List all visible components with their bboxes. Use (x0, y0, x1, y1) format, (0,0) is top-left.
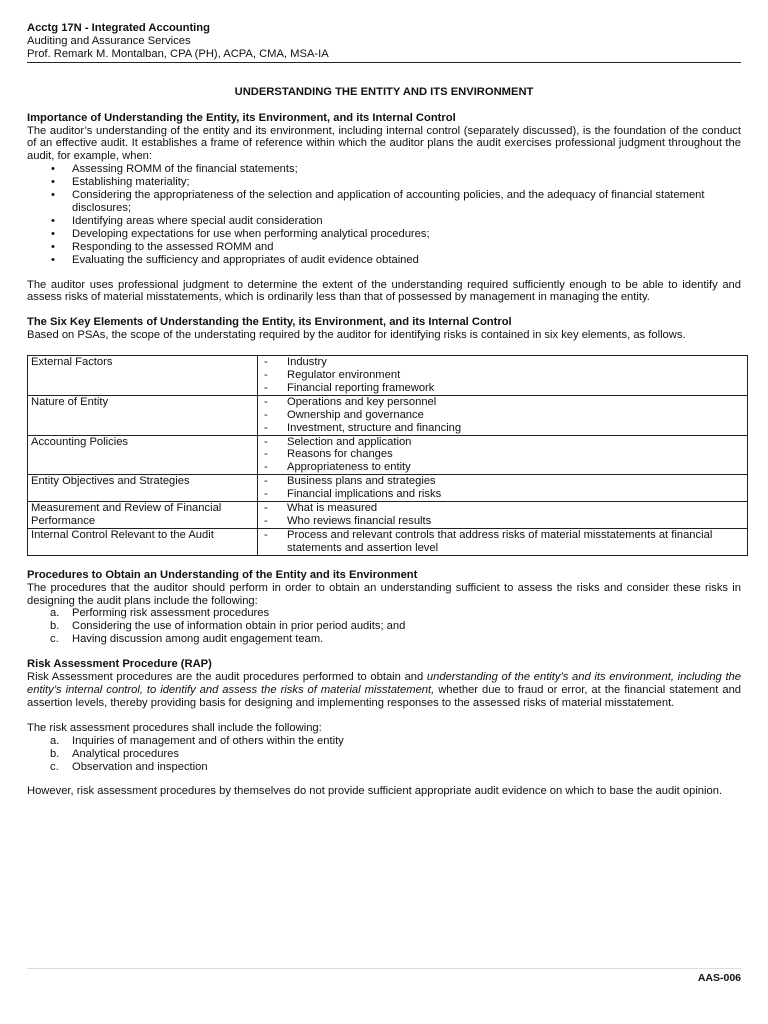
dash-marker: - (264, 528, 268, 541)
dash-marker: - (264, 356, 268, 369)
rap-intro-italic: understanding of the entity’s and its environment, including the entity’s internal control, to identify and assess the risks of material misstatement, (27, 671, 741, 696)
detail-text: Industry (287, 356, 327, 369)
detail-line (261, 422, 744, 435)
detail-text: Investment, structure and financing (287, 421, 462, 434)
table-row (28, 356, 748, 396)
element-name-cell: Entity Objectives and Strategies (28, 475, 258, 502)
footer-rule (27, 968, 741, 969)
list-item-text: Observation and inspection (72, 760, 208, 773)
list-item (50, 734, 741, 748)
detail-text: Financial reporting framework (287, 381, 435, 394)
dash-marker: - (264, 488, 268, 501)
element-name-cell: Nature of Entity (28, 395, 258, 435)
list-item: • Identifying areas where special audit consideration (72, 215, 741, 228)
document-title: UNDERSTANDING THE ENTITY AND ITS ENVIRONMENT (234, 85, 534, 98)
dash-marker: - (264, 421, 268, 434)
detail-text: What is measured (287, 502, 378, 515)
detail-text: Selection and application (287, 435, 412, 448)
list-item: • Developing expectations for use when performing analytical procedures; (72, 228, 741, 241)
rap-intro-tail: whether due to fraud or error, at the financial statement and assertion levels, thereby providing basis for designing and implementing responses to the assessed risks of material misstatement. (27, 683, 742, 709)
detail-line (261, 356, 744, 369)
rap-list (27, 735, 741, 774)
detail-text: Business plans and strategies (287, 475, 436, 488)
detail-line (261, 409, 744, 422)
list-item: • Evaluating the sufficiency and appropriates of audit evidence obtained (72, 254, 741, 267)
page-code: AAS-006 (697, 972, 741, 984)
spacer (27, 710, 741, 722)
detail-text: Process and relevant controls that address risks of material misstatements at financial statements and assertion level (287, 528, 713, 554)
section-rap-heading: Risk Assessment Procedure (RAP) (27, 658, 212, 671)
detail-line (261, 475, 744, 488)
detail-line (261, 396, 744, 409)
section-procedures-heading: Procedures to Obtain an Understanding of the Entity and its Environment (27, 568, 418, 581)
element-name-cell: Measurement and Review of Financial Performance (28, 502, 258, 529)
list-marker: c. (50, 760, 59, 773)
list-item (50, 607, 741, 620)
professor-name: Prof. Remark M. Montalban, CPA (PH), ACPA, CMA, MSA-IA (27, 47, 329, 60)
section-six-elements-heading: The Six Key Elements of Understanding the Entity, its Environment, and its Internal Control (27, 316, 512, 329)
detail-text: Financial implications and risks (287, 488, 442, 501)
element-details-cell (258, 528, 748, 555)
list-item (50, 633, 741, 646)
table-row (28, 502, 748, 529)
detail-text: Appropriateness to entity (287, 461, 411, 474)
list-item-text: Analytical procedures (72, 747, 179, 760)
dash-marker: - (264, 502, 268, 515)
detail-line (261, 436, 744, 449)
document-page (27, 22, 741, 798)
element-details-cell (258, 475, 748, 502)
section-six-elements-intro: Based on PSAs, the scope of the understating required by the auditor for identifying risks is contained in six key elements, as follows. (27, 329, 686, 342)
list-item-text: Inquiries of management and of others within the entity (72, 734, 344, 747)
dash-marker: - (264, 381, 268, 394)
table-row (28, 395, 748, 435)
list-item: • Responding to the assessed ROMM and (72, 241, 741, 254)
detail-line (261, 448, 744, 461)
dash-marker: - (264, 395, 268, 408)
dash-marker: - (264, 461, 268, 474)
list-item (50, 620, 741, 633)
spacer (27, 304, 741, 316)
element-details-cell (258, 502, 748, 529)
list-item-text: Having discussion among audit engagement team. (72, 633, 324, 646)
dash-marker: - (264, 448, 268, 461)
list-item-text: Considering the use of information obtain in prior period audits; and (72, 620, 406, 633)
section-rap-intro (27, 671, 741, 710)
element-details-cell (258, 435, 748, 475)
list-item (50, 747, 741, 761)
detail-line (261, 488, 744, 501)
list-item: • Considering the appropriateness of the selection and application of accounting policies, and the adequacy of financial statement disclosures; (72, 189, 741, 215)
list-item: • Assessing ROMM of the financial statements; (72, 163, 741, 176)
dash-marker: - (264, 515, 268, 527)
detail-text: Operations and key personnel (287, 395, 437, 408)
section-importance-heading: Importance of Understanding the Entity, its Environment, and its Internal Control (27, 111, 456, 124)
section-procedures-intro: The procedures that the auditor should perform in order to obtain an understanding sufficient to assess the risks and consider these risks in designing the audit plans include the following: (27, 581, 741, 607)
table-row (28, 528, 748, 555)
list-item: • Establishing materiality; (72, 176, 741, 189)
element-details-cell (258, 356, 748, 396)
list-marker: a. (50, 734, 60, 747)
list-marker: c. (50, 633, 59, 646)
detail-text: Ownership and governance (287, 408, 424, 421)
importance-bullet-list (27, 163, 741, 266)
rap-list-intro: The risk assessment procedures shall include the following: (27, 721, 322, 734)
detail-text: Who reviews financial results (287, 515, 432, 527)
detail-line (261, 529, 744, 555)
subject-name: Auditing and Assurance Services (27, 34, 191, 47)
list-item-text: Performing risk assessment procedures (72, 607, 270, 620)
rap-closing: However, risk assessment procedures by themselves do not provide sufficient appropriate audit evidence on which to base the audit opinion. (27, 785, 723, 798)
detail-line (261, 461, 744, 474)
element-name-cell: External Factors (28, 356, 258, 396)
dash-marker: - (264, 475, 268, 488)
header-rule (27, 62, 741, 63)
spacer (27, 773, 741, 785)
list-item (50, 760, 741, 774)
detail-line (261, 515, 744, 528)
rap-intro-lead: Risk Assessment procedures are the audit procedures performed to obtain and (27, 671, 427, 684)
section-importance-intro: The auditor’s understanding of the entity and its environment, including internal control (separately discussed), is the foundation of the conduct of an effective audit. It establishes a frame of reference within which the auditor plans the audit exercises professional judgment throughout the audit, for example, when: (27, 124, 741, 163)
spacer (27, 267, 741, 279)
detail-text: Reasons for changes (287, 448, 393, 461)
dash-marker: - (264, 369, 268, 382)
element-details-cell (258, 395, 748, 435)
detail-line (261, 502, 744, 515)
element-name-cell: Internal Control Relevant to the Audit (28, 528, 258, 555)
section-importance-closing: The auditor uses professional judgment to determine the extent of the understanding required sufficiently enough to be able to identify and assess risks of material misstatements, which is ordinarily less than that of possessed by management in managing the entity. (27, 278, 741, 304)
dash-marker: - (264, 408, 268, 421)
six-elements-table (27, 355, 748, 556)
procedures-list (27, 607, 741, 646)
detail-line (261, 382, 744, 395)
detail-text: Regulator environment (287, 369, 401, 382)
detail-line (261, 369, 744, 382)
list-marker: b. (50, 620, 60, 633)
table-row (28, 475, 748, 502)
table-row (28, 435, 748, 475)
course-title: Acctg 17N - Integrated Accounting (27, 22, 210, 34)
spacer (27, 646, 741, 658)
element-name-cell: Accounting Policies (28, 435, 258, 475)
list-marker: b. (50, 747, 60, 760)
dash-marker: - (264, 435, 268, 448)
list-marker: a. (50, 607, 60, 620)
